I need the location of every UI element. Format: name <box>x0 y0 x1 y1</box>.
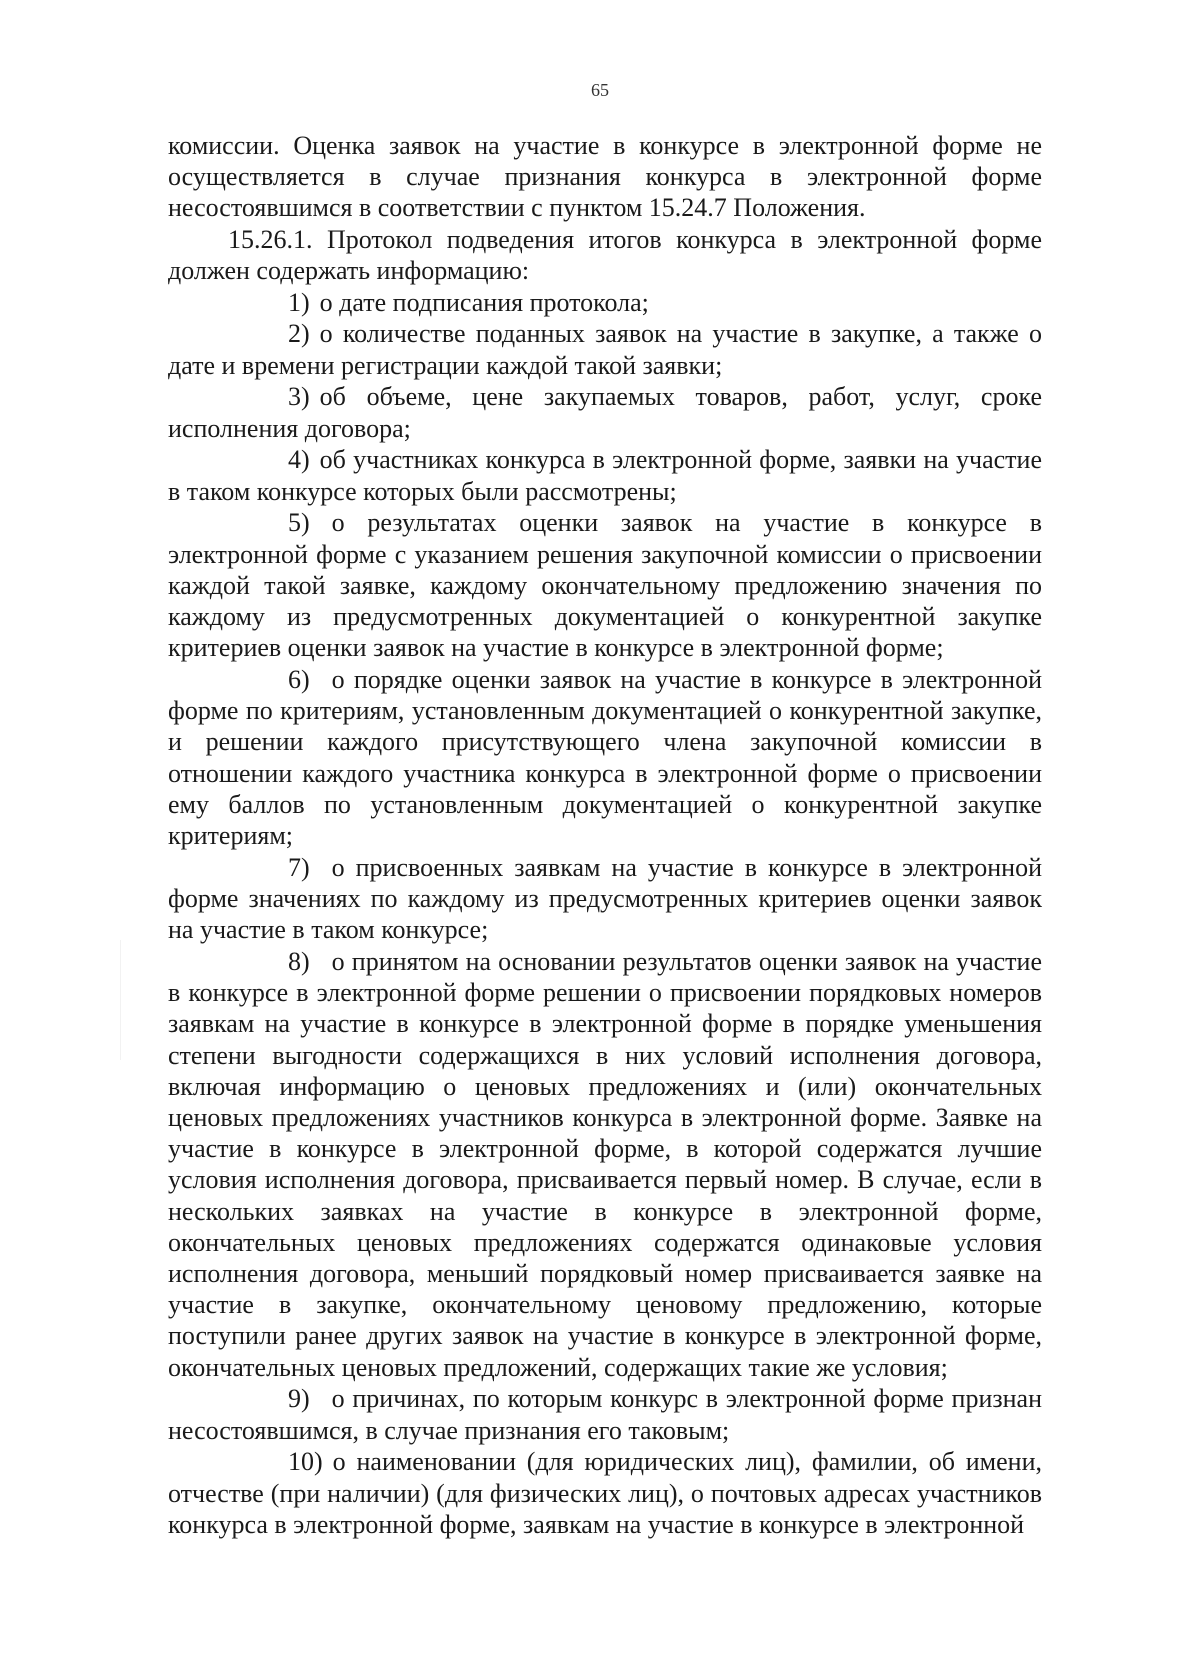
list-item-number: 10) <box>288 1447 323 1477</box>
list-item-number: 4) <box>288 445 310 475</box>
list-item <box>168 852 1042 946</box>
list-item-number: 2) <box>288 319 310 349</box>
list-item-number: 6) <box>288 665 310 695</box>
list-item <box>168 1383 1042 1445</box>
list-item-text: о присвоенных заявкам на участие в конкурсе в электронной форме значениях по каждому из предусмотренных критериев оценки заявок на участие в таком конкурсе; <box>168 852 1042 945</box>
list-item-number: 5) <box>288 508 310 538</box>
list-item <box>168 318 1042 380</box>
list-item-text: о причинах, по которым конкурс в электронной форме признан несостоявшимся, в случае признания его таковым; <box>168 1384 1042 1445</box>
list-item <box>168 946 1042 1383</box>
list-item <box>168 664 1042 851</box>
scan-edge-mark <box>120 940 121 1060</box>
list-item-text: о наименовании (для юридических лиц), фамилии, об имени, отчестве (при наличии) (для физических лиц), о почтовых адресах участников конкурса в электронной форме, заявкам на участие в конкурсе в электронной <box>168 1447 1042 1539</box>
enumerated-list <box>168 287 1042 1540</box>
paragraph-continuation: комиссии. Оценка заявок на участие в конкурсе в электронной форме не осуществляется в случае признания конкурса в электронной форме несостоявшимся в соответствии с пунктом 15.24.7 Положения. <box>168 131 1042 223</box>
list-item-text: о дате подписания протокола; <box>319 287 649 317</box>
list-item-number: 3) <box>288 382 310 412</box>
list-item-number: 1) <box>288 287 310 317</box>
list-item-number: 8) <box>288 947 310 977</box>
list-item-text: об участниках конкурса в электронной форме, заявки на участие в таком конкурсе которых были рассмотрены; <box>168 445 1042 506</box>
list-item-text: о результатах оценки заявок на участие в конкурсе в электронной форме с указанием решения закупочной комиссии о присвоении каждой такой заявке, каждому окончательному предложению значения по каждому из предусмотренных документацией о конкурентной закупке критериев оценки заявок на участие в конкурсе в электронной форме; <box>168 508 1042 663</box>
list-item <box>168 507 1042 663</box>
list-item <box>168 287 1042 318</box>
list-item-number: 7) <box>288 852 310 882</box>
list-item-text: о порядке оценки заявок на участие в конкурсе в электронной форме по критериям, установленным документацией о конкурентной закупке, и решении каждого присутствующего члена закупочной комиссии в отношении каждого участника конкурса в электронной форме о присвоении ему баллов по установленным документацией о конкурентной закупке критериям; <box>168 665 1042 851</box>
list-item <box>168 381 1042 443</box>
page-number: 65 <box>591 80 609 100</box>
list-item-text: об объеме, цене закупаемых товаров, работ, услуг, сроке исполнения договора; <box>168 382 1042 443</box>
list-item-number: 9) <box>288 1384 310 1414</box>
paragraph-clause-15-26-1: 15.26.1. Протокол подведения итогов конкурса в электронной форме должен содержать информацию: <box>168 225 1042 286</box>
list-item-text: о принятом на основании результатов оценки заявок на участие в конкурсе в электронной форме решении о присвоении порядковых номеров заявкам на участие в конкурсе в электронной форме в порядке уменьшения степени выгодности содержащихся в них условий исполнения договора, включая информацию о ценовых предложениях и (или) окончательных ценовых предложениях участников конкурса в электронной форме. Заявке на участие в конкурсе в электронной форме, в которой содержатся лучшие условия исполнения договора, присваивается первый номер. В случае, если в нескольких заявках на участие в конкурсе в электронной форме, окончательных ценовых предложениях содержатся одинаковые условия исполнения договора, меньший порядковый номер присваивается заявке на участие в закупке, окончательному ценовому предложению, которые поступили ранее других заявок на участие в конкурсе в электронной форме, окончательных ценовых предложений, содержащих такие же условия; <box>168 947 1042 1382</box>
list-item <box>168 1446 1042 1540</box>
list-item-text: о количестве поданных заявок на участие в закупке, а также о дате и времени регистрации каждой такой заявки; <box>168 319 1042 380</box>
document-body <box>168 130 1042 1540</box>
list-item <box>168 444 1042 506</box>
